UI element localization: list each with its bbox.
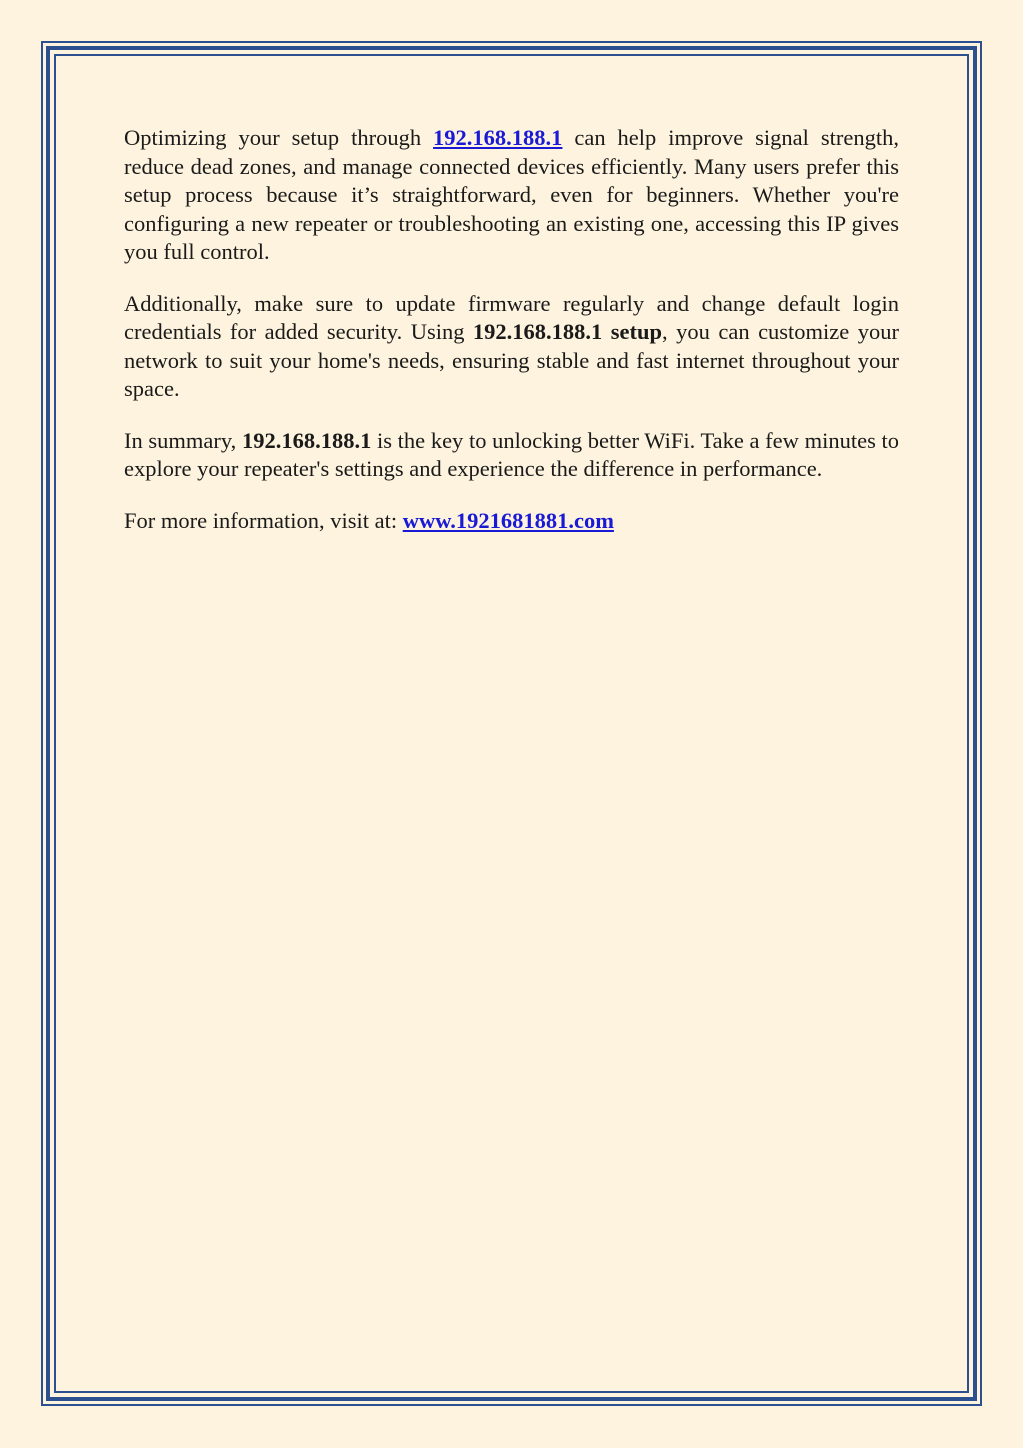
document-body xyxy=(124,124,899,558)
paragraph-summary-text-after: is the key to unlocking better WiFi. Take a few minutes to explore your repeater's settings and experience the difference in performance. xyxy=(124,427,899,481)
paragraph-security-text-before: Additionally, make sure to update firmware regularly and change default login credentials for added security. Using xyxy=(124,290,899,344)
paragraph-security xyxy=(124,290,899,404)
ip-keyword: 192.168.188.1 xyxy=(241,427,372,453)
paragraph-intro-text-before: Optimizing your setup through xyxy=(124,125,434,150)
paragraph-summary-text-before: In summary, xyxy=(124,427,242,453)
paragraph-intro xyxy=(124,124,899,267)
paragraph-summary xyxy=(124,427,899,484)
setup-keyword: 192.168.188.1 setup xyxy=(472,319,663,344)
paragraph-security-text-after: , you can customize your network to suit your home's needs, ensuring stable and fast internet throughout your space. xyxy=(124,319,900,401)
ip-link[interactable]: 192.168.188.1 xyxy=(433,125,563,150)
more-info-label: For more information, visit at: xyxy=(124,507,403,533)
paragraph-more-info xyxy=(124,507,899,536)
paragraph-intro-text-after: can help improve signal strength, reduce dead zones, and manage connected devices efficiently. Many users prefer this setup process because it’s straightforward, even for beginners. Whether you're configuring a new repeater or troubleshooting an existing one, accessing this IP gives you full control. xyxy=(124,125,899,264)
website-link[interactable]: www.1921681881.com xyxy=(402,507,614,533)
